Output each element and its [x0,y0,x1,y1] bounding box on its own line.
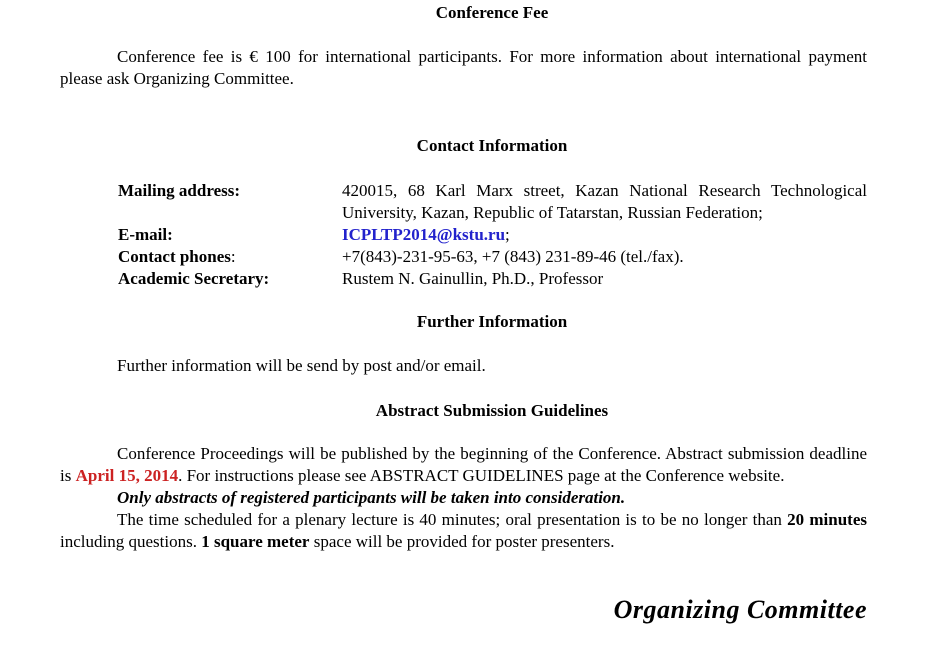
poster-space: 1 square meter [201,532,310,551]
contact-table [118,180,867,290]
abstract-guidelines-heading: Abstract Submission Guidelines [375,401,609,420]
oral-presentation-limit: 20 minutes [787,510,867,529]
email-value [342,224,867,246]
email-suffix: ; [505,225,510,244]
academic-secretary-value: Rustem N. Gainullin, Ph.D., Professor [342,269,604,288]
abstract-guidelines-paragraph-1 [60,443,867,487]
conference-fee-heading: Conference Fee [435,3,549,22]
organizing-committee-signature: Organizing Committee [613,595,867,624]
mailing-address-label: Mailing address: [118,181,241,200]
abstract-para2-part1: The time scheduled for a plenary lecture is 40 minutes; oral presentation is to be no longer than [117,510,788,529]
contact-phones-value: +7(843)-231-95-63, +7 (843) 231-89-46 (tel./fax). [342,247,684,266]
email-label: E-mail: [118,225,173,244]
abstract-para1-before: Conference Proceedings will be published by the beginning of the Conference. Abstract submission deadline is [60,444,867,485]
email-link[interactable]: ICPLTP2014@kstu.ru [342,225,506,244]
academic-secretary-label: Academic Secretary: [118,269,270,288]
contact-phones-label: Contact phones: [118,247,236,266]
abstract-para1-after: . For instructions please see ABSTRACT GUIDELINES page at the Conference website. [178,466,785,485]
contact-information-heading: Contact Information [416,136,568,155]
abstract-guidelines-paragraph-2 [60,509,867,553]
submission-deadline-date: April 15, 2014 [75,466,179,485]
further-information-heading: Further Information [416,312,568,331]
mailing-address-value: 420015, 68 Karl Marx street, Kazan National Research Technological University, Kazan, Republic of Tatarstan, Russian Federation; [342,181,867,222]
further-information-paragraph: Further information will be send by post and/or email. [117,356,486,375]
abstract-para2-part3: space will be provided for poster presenters. [309,532,615,551]
abstract-para2-part2: including questions. [60,532,202,551]
conference-fee-paragraph: Conference fee is € 100 for international participants. For more information about international payment please ask Organizing Committee. [60,47,867,88]
registered-participants-notice: Only abstracts of registered participants will be taken into consideration. [117,488,626,507]
